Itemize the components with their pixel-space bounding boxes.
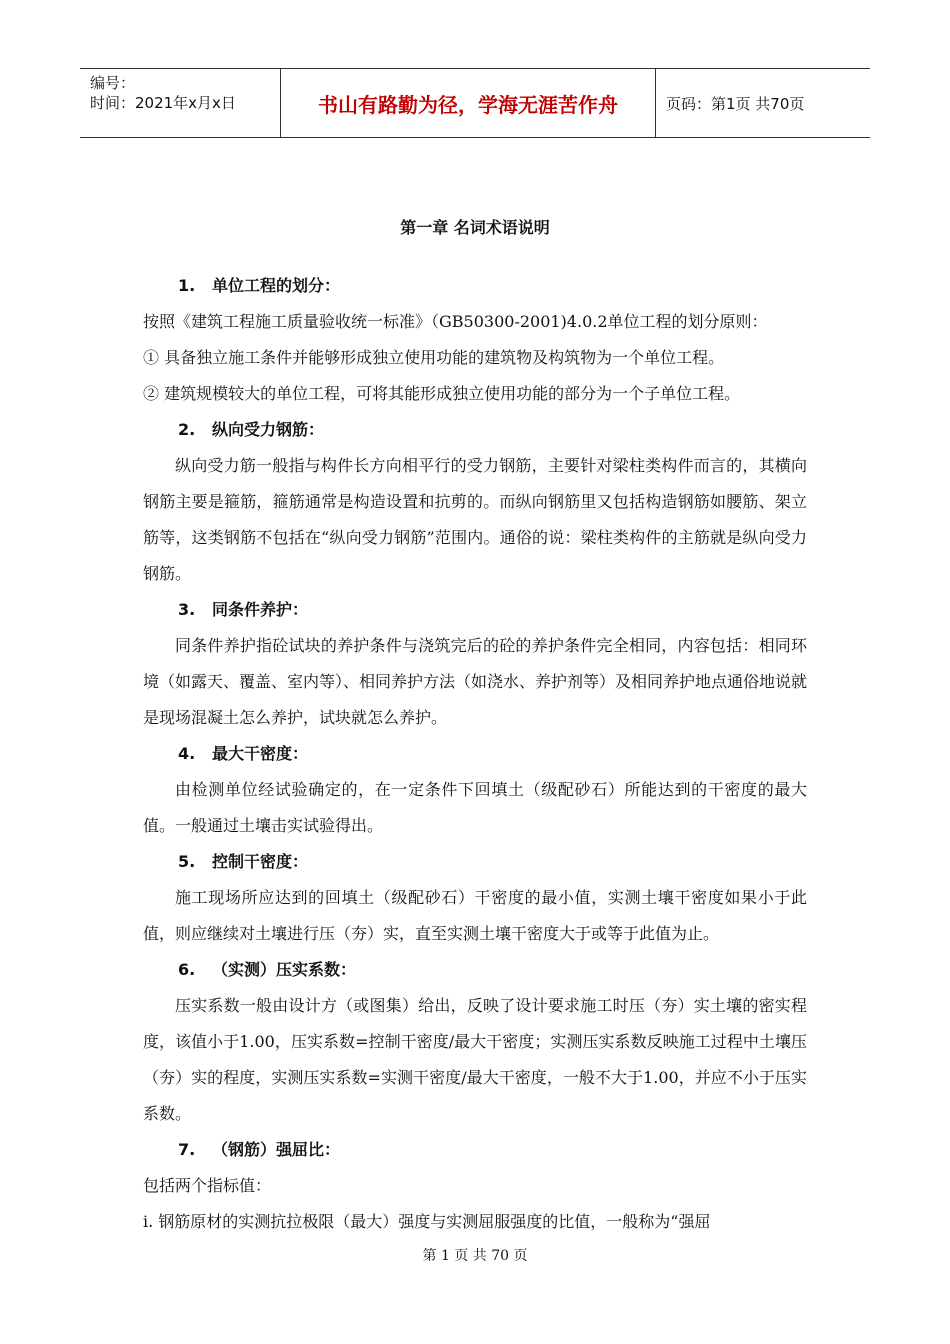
number-label: 编号： bbox=[90, 74, 136, 92]
page-info: 页码：第1页 共70页 bbox=[666, 94, 805, 113]
time-label: 时间：2021年x月x日 bbox=[90, 94, 236, 112]
document-body bbox=[143, 210, 807, 1240]
section-heading: 1. 单位工程的划分： bbox=[178, 276, 341, 295]
page-header bbox=[80, 68, 870, 138]
list-item: ① 具备独立施工条件并能够形成独立使用功能的建筑物及构筑物为一个单位工程。 bbox=[143, 348, 725, 367]
section-heading: 2. 纵向受力钢筋： bbox=[178, 420, 325, 439]
paragraph: 同条件养护指砼试块的养护条件与浇筑完后的砼的养护条件完全相同，内容包括：相同环境（如露天、覆盖、室内等）、相同养护方法（如浇水、养护剂等）及相同养护地点通俗地说就是现场混凝土怎么养护，试块就怎么养护。 bbox=[143, 636, 808, 727]
list-item: i. 钢筋原材的实测抗拉极限（最大）强度与实测屈服强度的比值，一般称为“强屈 bbox=[143, 1212, 711, 1231]
page-footer: 第 1 页 共 70 页 bbox=[422, 1248, 528, 1264]
section-heading: 4. 最大干密度： bbox=[178, 744, 309, 763]
section-heading: 6. （实测）压实系数： bbox=[178, 960, 357, 979]
paragraph: 纵向受力筋一般指与构件长方向相平行的受力钢筋，主要针对梁柱类构件而言的，其横向钢筋主要是箍筋，箍筋通常是构造设置和抗剪的。而纵向钢筋里又包括构造钢筋如腰筋、架立筋等，这类钢筋不包括在“纵向受力钢筋”范围内。通俗的说：梁柱类构件的主筋就是纵向受力钢筋。 bbox=[143, 456, 807, 583]
chapter-title: 第一章 名词术语说明 bbox=[400, 218, 550, 237]
paragraph: 包括两个指标值： bbox=[143, 1176, 272, 1195]
paragraph: 施工现场所应达到的回填土（级配砂石）干密度的最小值，实测土壤干密度如果小于此值，则应继续对土壤进行压（夯）实，直至实测土壤干密度大于或等于此值为止。 bbox=[143, 888, 807, 943]
paragraph: 按照《建筑工程施工质量验收统一标准》（GB50300-2001)4.0.2单位工程的划分原则： bbox=[143, 312, 768, 331]
header-left-cell bbox=[80, 69, 280, 137]
motto: 书山有路勤为径，学海无涯苦作舟 bbox=[280, 69, 656, 137]
paragraph: 压实系数一般由设计方（或图集）给出，反映了设计要求施工时压（夯）实土壤的密实程度，该值小于1.00，压实系数=控制干密度/最大干密度；实测压实系数反映施工过程中土壤压（夯）实的程度，实测压实系数=实测干密度/最大干密度，一般不大于1.00，并应不小于压实系数。 bbox=[143, 996, 807, 1123]
section-heading: 5. 控制干密度： bbox=[178, 852, 309, 871]
list-item: ② 建筑规模较大的单位工程，可将其能形成独立使用功能的部分为一个子单位工程。 bbox=[143, 384, 741, 403]
paragraph: 由检测单位经试验确定的，在一定条件下回填土（级配砂石）所能达到的干密度的最大值。一般通过土壤击实试验得出。 bbox=[143, 780, 807, 835]
section-heading: 7. （钢筋）强屈比： bbox=[178, 1140, 341, 1159]
section-heading: 3. 同条件养护： bbox=[178, 600, 309, 619]
